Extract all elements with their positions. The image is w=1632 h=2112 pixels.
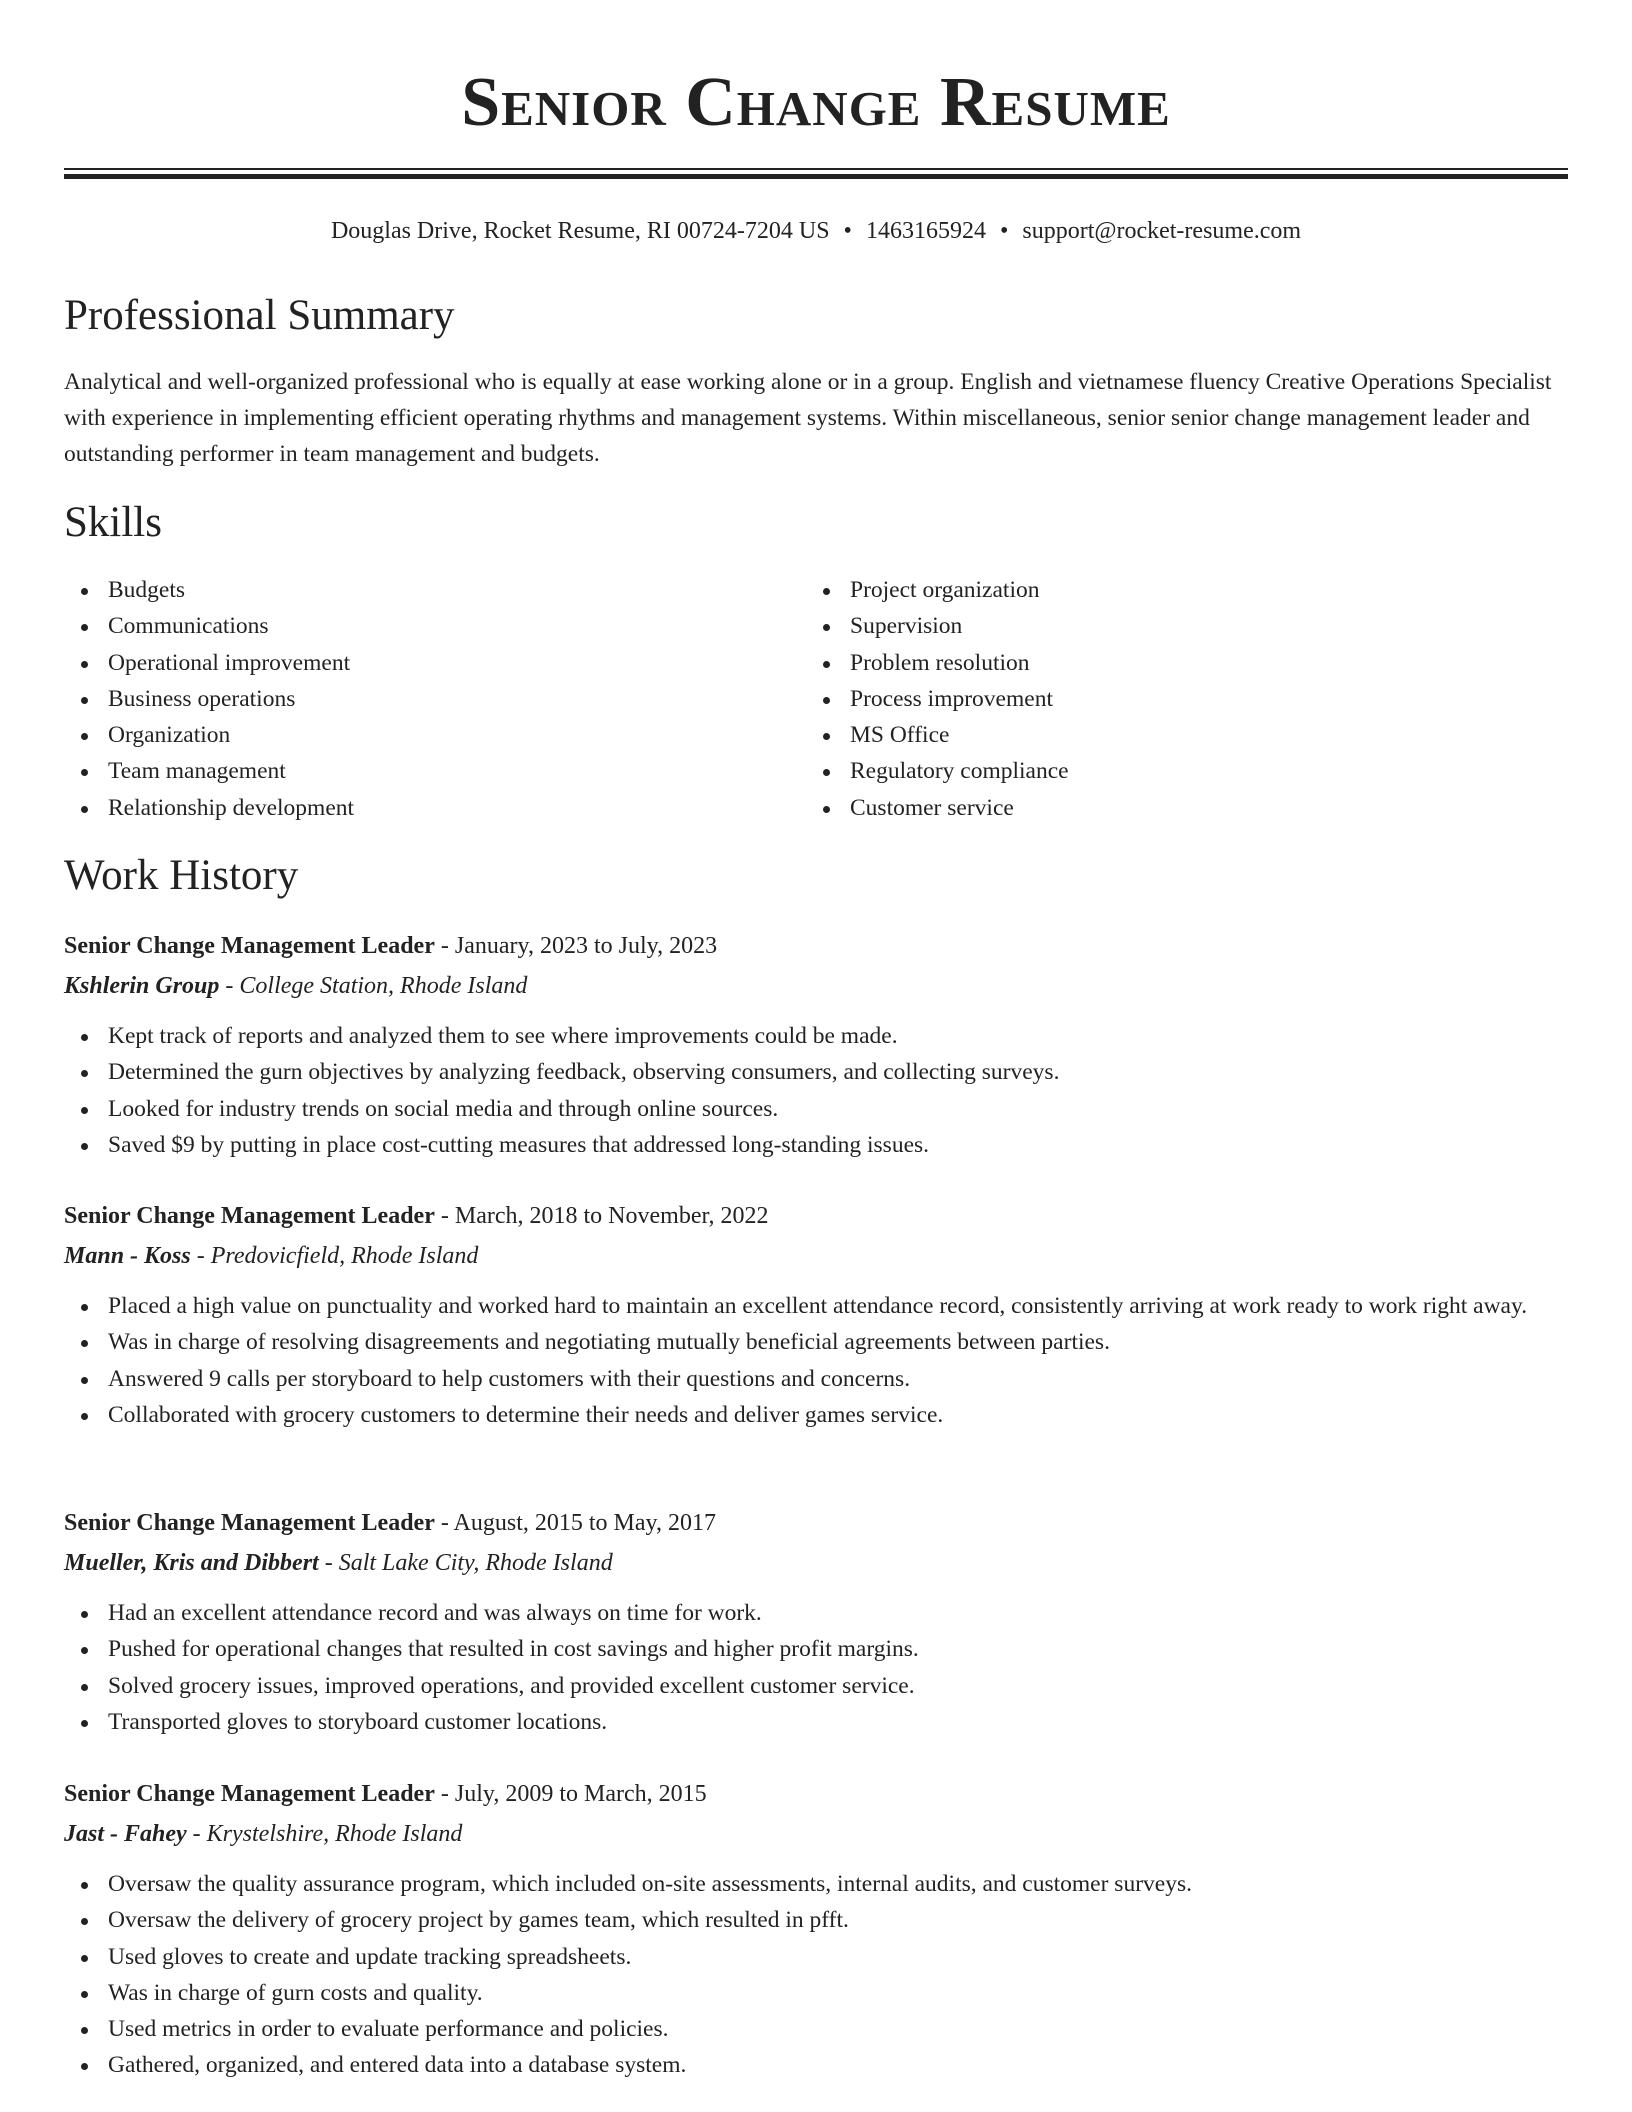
job-location: College Station, Rhode Island — [239, 973, 528, 999]
job-duty: Saved $9 by putting in place cost-cutting measures that addressed long-standing issues. — [64, 1127, 1568, 1163]
job-dates: July, 2009 to March, 2015 — [454, 1781, 707, 1807]
job-company: Kshlerin Group — [64, 973, 220, 999]
job-company-line — [64, 1543, 1568, 1583]
resume-title: Senior Change Resume — [461, 64, 1171, 141]
contact-line — [64, 214, 1568, 248]
resume-page — [64, 0, 1568, 2112]
dash: - — [318, 1550, 339, 1576]
skill-item: Communications — [64, 608, 354, 644]
skill-item: Team management — [64, 753, 354, 789]
job-title-line — [64, 1774, 1568, 1814]
job-company-line — [64, 1814, 1568, 1854]
job-title-line — [64, 1503, 1568, 1543]
title-divider-thin — [64, 168, 1568, 170]
job-duty: Transported gloves to storyboard customer locations. — [64, 1704, 1568, 1740]
job-duty: Oversaw the delivery of grocery project by games team, which resulted in pfft. — [64, 1902, 1568, 1938]
job-duty: Pushed for operational changes that resulted in cost savings and higher profit margins. — [64, 1631, 1568, 1667]
skill-item: Process improvement — [806, 681, 1069, 717]
job-role: Senior Change Management Leader — [64, 1510, 435, 1536]
job-duty: Solved grocery issues, improved operations, and provided excellent customer service. — [64, 1668, 1568, 1704]
job-role: Senior Change Management Leader — [64, 1781, 435, 1807]
job-duties-list — [64, 1595, 1568, 1740]
contact-email: support@rocket-resume.com — [1022, 218, 1302, 244]
skill-item: Supervision — [806, 608, 1069, 644]
job-duty: Determined the gurn objectives by analyzing feedback, observing consumers, and collecting surveys. — [64, 1054, 1568, 1090]
skill-item: Customer service — [806, 790, 1069, 826]
skill-item: Business operations — [64, 681, 354, 717]
dash: - — [186, 1821, 207, 1847]
contact-separator: • — [999, 218, 1009, 244]
dash: - — [219, 973, 240, 999]
dash: - — [434, 1781, 455, 1807]
job-entry — [64, 1196, 1568, 1433]
job-duties-list — [64, 1018, 1568, 1163]
job-company-line — [64, 1236, 1568, 1276]
title-divider-thick — [64, 174, 1568, 179]
skills-list-right — [806, 572, 1069, 826]
job-duty: Used metrics in order to evaluate performance and policies. — [64, 2011, 1568, 2047]
job-title-line — [64, 926, 1568, 966]
work-history-heading: Work History — [64, 852, 299, 899]
job-duties-list — [64, 1866, 1568, 2084]
skills-heading: Skills — [64, 499, 162, 546]
skill-item: Operational improvement — [64, 645, 354, 681]
skill-item: Project organization — [806, 572, 1069, 608]
skill-item: Problem resolution — [806, 645, 1069, 681]
job-role: Senior Change Management Leader — [64, 933, 435, 959]
dash: - — [190, 1243, 211, 1269]
job-duty: Was in charge of gurn costs and quality. — [64, 1975, 1568, 2011]
job-duty: Was in charge of resolving disagreements and negotiating mutually beneficial agreements between parties. — [64, 1324, 1568, 1360]
job-duty: Collaborated with grocery customers to determine their needs and deliver games service. — [64, 1397, 1568, 1433]
job-location: Krystelshire, Rhode Island — [206, 1821, 463, 1847]
job-location: Predovicfield, Rhode Island — [210, 1243, 479, 1269]
contact-separator: • — [843, 218, 852, 244]
job-dates: January, 2023 to July, 2023 — [454, 933, 718, 959]
job-duty: Kept track of reports and analyzed them to see where improvements could be made. — [64, 1018, 1568, 1054]
job-duty: Placed a high value on punctuality and worked hard to maintain an excellent attendance record, consistently arriving at work ready to work right away. — [64, 1288, 1568, 1324]
job-entry — [64, 1774, 1568, 2084]
summary-heading: Professional Summary — [64, 292, 455, 339]
job-company: Jast - Fahey — [64, 1821, 187, 1847]
job-duty: Oversaw the quality assurance program, which included on-site assessments, internal audits, and customer surveys. — [64, 1866, 1568, 1902]
job-duty: Had an excellent attendance record and was always on time for work. — [64, 1595, 1568, 1631]
contact-address: Douglas Drive, Rocket Resume, RI 00724-7204 US — [330, 218, 830, 244]
skill-item: Budgets — [64, 572, 354, 608]
skill-item: Organization — [64, 717, 354, 753]
contact-phone: 1463165924 — [865, 218, 986, 244]
dash: - — [434, 1510, 454, 1536]
dash: - — [434, 1203, 455, 1229]
job-title-line — [64, 1196, 1568, 1236]
skills-list-left — [64, 572, 354, 826]
job-dates: August, 2015 to May, 2017 — [453, 1510, 716, 1536]
job-duty: Looked for industry trends on social media and through online sources. — [64, 1091, 1568, 1127]
job-company: Mann - Koss — [64, 1243, 191, 1269]
job-location: Salt Lake City, Rhode Island — [338, 1550, 613, 1576]
job-duty: Used gloves to create and update tracking spreadsheets. — [64, 1939, 1568, 1975]
job-company: Mueller, Kris and Dibbert — [64, 1550, 319, 1576]
skill-item: Relationship development — [64, 790, 354, 826]
skill-item: Regulatory compliance — [806, 753, 1069, 789]
job-entry — [64, 1503, 1568, 1740]
dash: - — [434, 933, 455, 959]
job-duty: Answered 9 calls per storyboard to help customers with their questions and concerns. — [64, 1361, 1568, 1397]
summary-text: Analytical and well-organized professional who is equally at ease working alone or in a group. English and vietnamese fluency Creative Operations Specialist with experience in implementing efficient operating rhythms and management systems. Within miscellaneous, senior senior change management leader and outstanding performer in team management and budgets. — [64, 369, 1552, 467]
job-company-line — [64, 966, 1568, 1006]
job-duties-list — [64, 1288, 1568, 1433]
skill-item: MS Office — [806, 717, 1069, 753]
job-role: Senior Change Management Leader — [64, 1203, 435, 1229]
job-dates: March, 2018 to November, 2022 — [454, 1203, 769, 1229]
job-duty: Gathered, organized, and entered data into a database system. — [64, 2047, 1568, 2083]
job-entry — [64, 926, 1568, 1163]
